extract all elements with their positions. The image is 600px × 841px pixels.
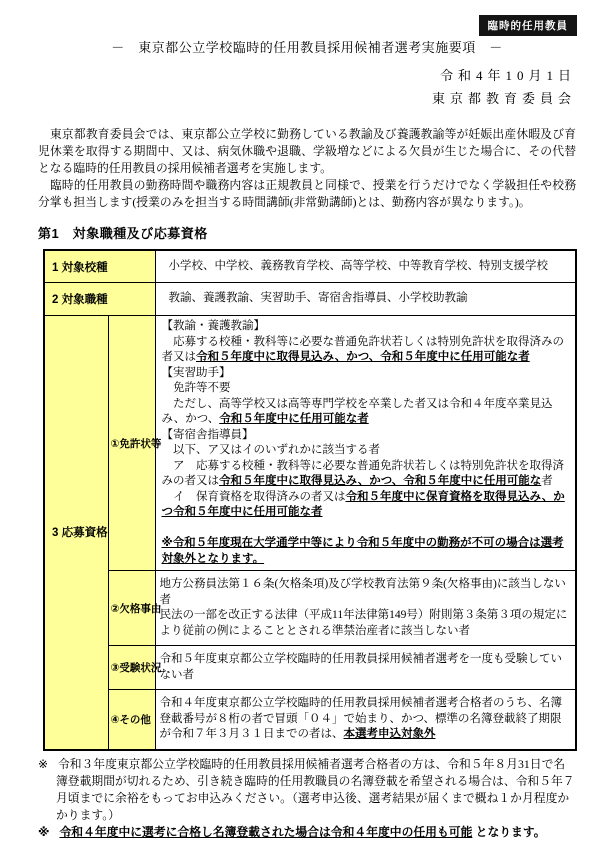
- date-org-block: [38, 65, 576, 111]
- subrow-label-disqualification: ②欠格事由: [108, 571, 155, 646]
- text-run: イ 保育資格を取得済みの者又は: [161, 490, 346, 503]
- paragraph-line: [162, 397, 572, 428]
- table-row-exam-status: [44, 646, 576, 690]
- text-run: [162, 522, 165, 534]
- row-label-qualifications: 3 応募資格: [44, 316, 108, 750]
- paragraph-line: [160, 577, 572, 608]
- text-run: 免許等不要: [161, 382, 231, 395]
- intro-paragraph-2: 臨時的任用教員の勤務時間や職務内容は正規教員と同様で、授業を行うだけでなく学級担任や校務分掌も担当します(授業のみを担当する時間講師(非常勤講師)とは、勤務内容が異なります。)。: [38, 177, 576, 209]
- eligibility-table: [43, 249, 577, 751]
- emphasized-text: 令和５年度中に保育資格を取得見込み、かつ令和５年度中に任用可能な者: [161, 490, 565, 519]
- emphasized-text: 令和５年度中に取得見込み、かつ、令和５年度中に任用可能な者: [196, 351, 530, 364]
- emphasized-text: 令和４年度中に選考に合格し名簿登載された場合は令和４年度中の任用も可能: [59, 825, 473, 840]
- text-run: ただし、高等学校又は高等専門学校を卒業した者又は令和４年度卒業見込み、かつ、: [161, 397, 553, 426]
- footer-note-2: [38, 824, 576, 841]
- text-run: 者: [541, 475, 553, 488]
- table-row-other: [44, 690, 576, 750]
- paragraph-line: [160, 696, 572, 743]
- paragraph-line: [162, 490, 572, 521]
- text-run: 令和５年度東京都公立学校臨時的任用教員採用候補者選考を一度も受験していない者: [159, 653, 562, 681]
- paragraph-line: [160, 608, 572, 639]
- subrow-label-exam-status: ③受験状況: [108, 646, 155, 690]
- emphasized-text: 本選考申込対象外: [343, 728, 436, 741]
- footer-note-1: [38, 756, 576, 824]
- row-content-job-type: 教諭、養護教諭、実習助手、寄宿舎指導員、小学校助教諭: [155, 283, 576, 316]
- footer-notes: [38, 756, 576, 841]
- emphasized-text: ※令和５年度現在大学通学中等により令和５年度中の勤務が不可の場合は選考対象外となります。: [161, 537, 564, 565]
- emphasized-text: 令和５年度中に取得見込み、かつ、令和５年度中に任用可能な: [219, 475, 542, 488]
- subrow-content-exam-status: [155, 646, 576, 690]
- paragraph-line: [162, 319, 572, 335]
- note-body: [59, 825, 545, 839]
- intro-paragraph-1: 東京都教育委員会では、東京都公立学校に勤務している教諭及び養護教諭等が妊娠出産休暇及び育児休業を取得する期間中、又は、病気休職や退職、学級増などによる欠員が生じた場合に、その代替となる臨時的任用教員の採用候補者選考を実施します。: [38, 126, 576, 175]
- text-run: 以下、ア又はイのいずれかに該当する者: [161, 444, 380, 457]
- text-run: 応募する校種・教科等に必要な普通免許状若しくは特別免許状を取得済みの者又は: [161, 335, 564, 364]
- note-body: [56, 757, 575, 822]
- paragraph-line: [162, 521, 572, 537]
- subrow-content-other: [155, 690, 576, 750]
- subrow-label-other: ④その他: [108, 690, 155, 750]
- paragraph-line: [162, 335, 572, 366]
- paragraph-line: [162, 366, 572, 382]
- text-run: 令和３年度東京都公立学校臨時的任用教員採用候補者選考合格者の方は、令和５年８月31日で名簿登載期間が切れるため、引き続き臨時的任用教職員の名簿登載を希望される場合は、令和５年７月頃までに余裕をもってお申込みください。（選考申込後、選考結果が届くまで概ね１か月程度かかります。）: [56, 756, 575, 823]
- text-run: 【実習助手】: [161, 366, 231, 379]
- subrow-label-license: ①免許状等: [108, 316, 155, 571]
- text-run: となります。: [472, 825, 546, 840]
- table-row-school-type: [44, 250, 576, 283]
- issuing-organization: 東京都教育委員会: [431, 90, 576, 106]
- emphasized-text: 令和５年度中に任用可能な者: [219, 413, 369, 426]
- text-run: 地方公務員法第１６条(欠格条項)及び学校教育法第９条(欠格事由)に該当しない者: [159, 578, 566, 606]
- row-content-school-type: 小学校、中学校、義務教育学校、高等学校、中等教育学校、特別支援学校: [155, 250, 576, 283]
- intro-paragraphs: [38, 126, 576, 211]
- document-title: － 東京都公立学校臨時的任用教員採用候補者選考実施要項 －: [111, 40, 503, 55]
- text-run: 令和４年度東京都公立学校臨時的任用教員採用候補者選考合格者のうち、名簿登載番号が８桁の者で冒頭「０４」で始まり、かつ、標準の名簿登載終了期限が令和７年３月３１日までの者は、: [159, 697, 562, 741]
- row-label-job-type: 2 対象職種: [44, 283, 155, 316]
- table-row-license: [44, 316, 576, 571]
- table-row-job-type: [44, 283, 576, 316]
- section1-heading: 第1 対象職種及び応募資格: [38, 225, 208, 241]
- paragraph-line: [162, 536, 572, 567]
- note-marker: ※: [38, 825, 50, 840]
- paragraph-line: [162, 381, 572, 397]
- text-run: 民法の一部を改正する法律（平成11年法律第149号）附則第３条第３項の規定により従前の例によることとされる準禁治産者に該当しない者: [159, 609, 568, 637]
- temporary-teacher-badge: 臨時的任用教員: [479, 15, 578, 36]
- paragraph-line: [162, 459, 572, 490]
- subrow-content-license: [155, 316, 576, 571]
- text-run: ア 応募する校種・教科等に必要な普通免許状若しくは特別免許状を取得済みの者又は: [161, 459, 564, 488]
- text-run: 【寄宿舎指導員】: [161, 428, 254, 441]
- issue-date: 令和4年10月1日: [439, 68, 576, 83]
- note-marker: ※: [38, 756, 48, 771]
- text-run: 【教諭・養護教諭】: [161, 320, 265, 332]
- row-label-school-type: 1 対象校種: [44, 250, 155, 283]
- paragraph-line: [162, 443, 572, 459]
- paragraph-line: [162, 428, 572, 444]
- subrow-content-disqualification: [155, 571, 576, 646]
- paragraph-line: [160, 652, 572, 683]
- table-row-disqualification: [44, 571, 576, 646]
